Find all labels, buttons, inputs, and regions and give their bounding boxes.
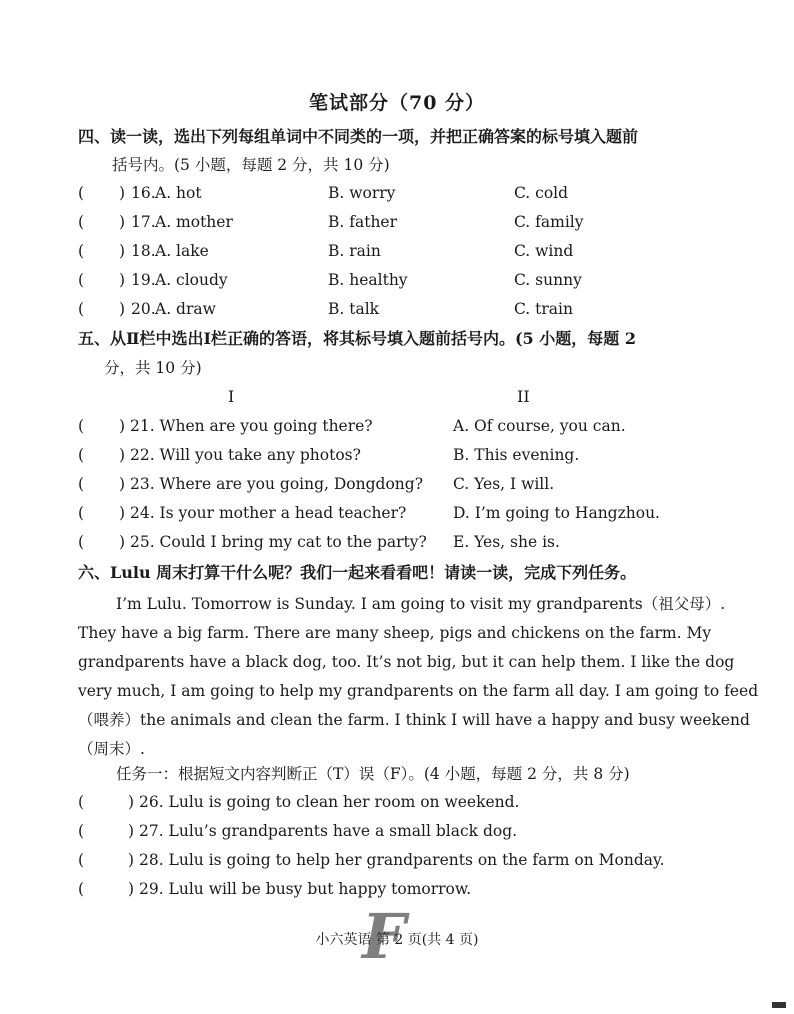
section5-heading-line1: 五、从Ⅱ栏中选出Ⅰ栏正确的答语，将其标号填入题前括号内。(5 小题，每题 2 [78, 329, 636, 348]
question-row [0, 300, 794, 322]
answer-blank-close: ) [119, 213, 126, 231]
judge-statement: ) 28. Lulu is going to help her grandparents on the farm on Monday. [128, 851, 665, 869]
passage-line: （喂养）the animals and clean the farm. I think I will have a happy and busy weekend [78, 711, 750, 729]
match-question: ) 23. Where are you going, Dongdong? [119, 475, 423, 493]
answer-blank-open[interactable]: ( [78, 184, 85, 202]
option-c: C. cold [514, 184, 569, 202]
question-row [0, 213, 794, 235]
match-question: ) 25. Could I bring my cat to the party? [119, 533, 427, 551]
answer-blank-open[interactable]: ( [78, 417, 85, 435]
judge-row [0, 880, 794, 902]
section4-heading-line2: 括号内。(5 小题，每题 2 分，共 10 分) [112, 156, 390, 174]
question-number: 19. [131, 271, 156, 289]
match-answer: D. I’m going to Hangzhou. [453, 504, 660, 522]
page-title: 笔试部分（70 分） [308, 92, 486, 114]
answer-blank-open[interactable]: ( [78, 271, 85, 289]
question-number: 18. [131, 242, 156, 260]
question-number: 20. [131, 300, 156, 318]
judge-row [0, 793, 794, 815]
answer-blank-close: ) [119, 271, 126, 289]
watermark-letter: F [362, 900, 407, 973]
match-answer: C. Yes, I will. [453, 475, 555, 493]
option-c: C. sunny [514, 271, 582, 289]
passage-line: They have a big farm. There are many sheep, pigs and chickens on the farm. My [78, 624, 712, 642]
column-header-ii: II [517, 387, 530, 406]
passage-line: very much, I am going to help my grandparents on the farm all day. I am going to feed [78, 682, 759, 700]
answer-blank-open[interactable]: ( [78, 242, 85, 260]
answer-blank-open[interactable]: ( [78, 300, 85, 318]
reading-passage [78, 590, 759, 764]
passage-line: （周末）. [78, 740, 145, 758]
question-row [0, 242, 794, 264]
judge-row [0, 851, 794, 873]
option-b: B. talk [328, 300, 380, 318]
answer-blank-close: ) [119, 242, 126, 260]
option-a: A. lake [155, 242, 209, 260]
passage-line: I’m Lulu. Tomorrow is Sunday. I am going to visit my grandparents（祖父母）. [116, 595, 726, 613]
judge-statement: ) 26. Lulu is going to clean her room on weekend. [128, 793, 520, 811]
answer-blank-close: ) [119, 300, 126, 318]
question-row [0, 184, 794, 206]
match-row [0, 475, 794, 497]
answer-blank-open[interactable]: ( [78, 213, 85, 231]
answer-blank-open[interactable]: ( [78, 822, 85, 840]
answer-blank-open[interactable]: ( [78, 446, 85, 464]
match-question: ) 24. Is your mother a head teacher? [119, 504, 407, 522]
column-header-i: I [228, 387, 235, 406]
match-row [0, 504, 794, 526]
option-a: A. hot [155, 184, 202, 202]
corner-mark-icon [772, 1002, 786, 1008]
section4-heading-line1: 四、读一读，选出下列每组单词中不同类的一项，并把正确答案的标号填入题前 [78, 127, 639, 146]
option-b: B. rain [328, 242, 381, 260]
section6-heading: 六、Lulu 周末打算干什么呢？我们一起来看看吧！请读一读，完成下列任务。 [78, 563, 637, 582]
option-b: B. healthy [328, 271, 408, 289]
judge-row [0, 822, 794, 844]
match-question: ) 22. Will you take any photos? [119, 446, 361, 464]
match-answer: A. Of course, you can. [453, 417, 626, 435]
answer-blank-open[interactable]: ( [78, 475, 85, 493]
option-a: A. draw [155, 300, 216, 318]
match-row [0, 446, 794, 468]
section5-heading-line2: 分，共 10 分) [104, 359, 202, 377]
passage-line: grandparents have a black dog, too. It’s not big, but it can help them. I like the dog [78, 653, 735, 671]
question-number: 16. [131, 184, 156, 202]
judge-statement: ) 27. Lulu’s grandparents have a small black dog. [128, 822, 518, 840]
question-number: 17. [131, 213, 156, 231]
option-c: C. wind [514, 242, 574, 260]
option-c: C. train [514, 300, 573, 318]
judge-statement: ) 29. Lulu will be busy but happy tomorrow. [128, 880, 472, 898]
option-a: A. mother [155, 213, 233, 231]
question-row [0, 271, 794, 293]
match-answer: E. Yes, she is. [453, 533, 560, 551]
answer-blank-open[interactable]: ( [78, 851, 85, 869]
answer-blank-open[interactable]: ( [78, 533, 85, 551]
answer-blank-open[interactable]: ( [78, 880, 85, 898]
match-question: ) 21. When are you going there? [119, 417, 373, 435]
option-c: C. family [514, 213, 584, 231]
match-row [0, 533, 794, 555]
option-a: A. cloudy [155, 271, 228, 289]
option-b: B. worry [328, 184, 396, 202]
match-row [0, 417, 794, 439]
task1-heading: 任务一：根据短文内容判断正（T）误（F）。(4 小题，每题 2 分，共 8 分) [116, 765, 630, 783]
option-b: B. father [328, 213, 398, 231]
answer-blank-close: ) [119, 184, 126, 202]
match-answer: B. This evening. [453, 446, 580, 464]
page-footer: 小六英语 第 2 页(共 4 页) [315, 932, 479, 948]
answer-blank-open[interactable]: ( [78, 793, 85, 811]
answer-blank-open[interactable]: ( [78, 504, 85, 522]
